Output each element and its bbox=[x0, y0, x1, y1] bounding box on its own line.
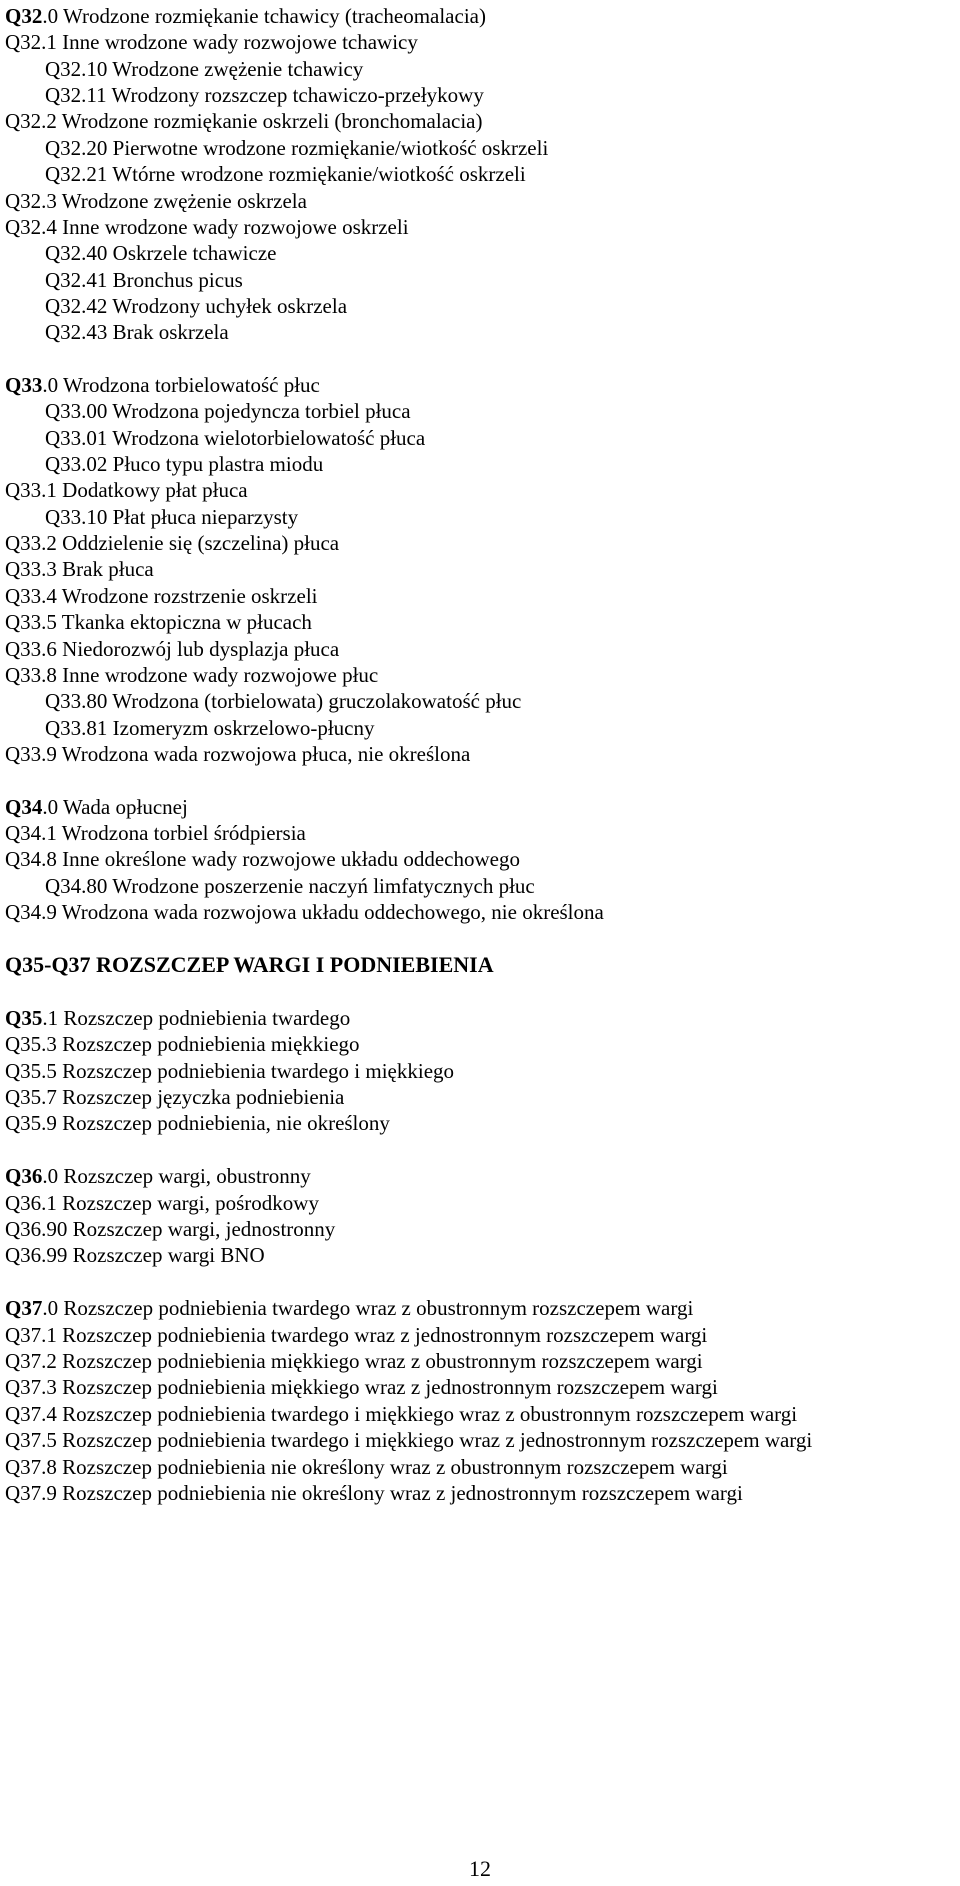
code-entry-text: Q35.7 Rozszczep języczka podniebienia bbox=[5, 1085, 345, 1109]
code-entry bbox=[5, 1164, 311, 1188]
code-entry bbox=[5, 1032, 360, 1056]
code-entry-text: Q33.8 Inne wrodzone wady rozwojowe płuc bbox=[5, 663, 379, 687]
code-entry bbox=[5, 1323, 707, 1347]
code-entry bbox=[5, 1428, 812, 1452]
code-entry bbox=[5, 1059, 454, 1083]
code-entry-text: Q32.42 Wrodzony uchyłek oskrzela bbox=[45, 294, 348, 318]
code-entry-text: Q33.9 Wrodzona wada rozwojowa płuca, nie określona bbox=[5, 742, 471, 766]
code-entry-text: Q33.3 Brak płuca bbox=[5, 557, 154, 581]
code-category-bold: Q33 bbox=[5, 373, 43, 397]
code-entry bbox=[45, 136, 548, 160]
code-entry bbox=[45, 505, 298, 529]
code-entry bbox=[5, 373, 320, 397]
code-entry-text: Q33.80 Wrodzona (torbielowata) gruczolakowatość płuc bbox=[45, 689, 522, 713]
code-entry-text: Q37.9 Rozszczep podniebienia nie określony wraz z jednostronnym rozszczepem wargi bbox=[5, 1481, 743, 1505]
code-entry-text: Q32.20 Pierwotne wrodzone rozmiękanie/wiotkość oskrzeli bbox=[45, 136, 549, 160]
code-entry bbox=[5, 1191, 319, 1215]
code-entry bbox=[5, 557, 154, 581]
code-entry-text: Q33.00 Wrodzona pojedyncza torbiel płuca bbox=[45, 399, 411, 423]
code-entry-text: Q37.8 Rozszczep podniebienia nie określony wraz z obustronnym rozszczepem wargi bbox=[5, 1455, 728, 1479]
code-entry-text: Q32.11 Wrodzony rozszczep tchawiczo-przełykowy bbox=[45, 83, 484, 107]
code-entry-text: .0 Wada opłucnej bbox=[42, 795, 188, 819]
code-entry-text: Q32.2 Wrodzone rozmiękanie oskrzeli (bronchomalacia) bbox=[5, 109, 483, 133]
page-number: 12 bbox=[469, 1856, 491, 1881]
code-entry bbox=[5, 30, 418, 54]
code-entry bbox=[45, 399, 411, 423]
code-entry bbox=[5, 610, 312, 634]
code-entry bbox=[45, 162, 526, 186]
code-entry-text: Q32.40 Oskrzele tchawicze bbox=[45, 241, 277, 265]
code-entry-text: .0 Wrodzona torbielowatość płuc bbox=[42, 373, 320, 397]
code-entry-text: Q33.02 Płuco typu plastra miodu bbox=[45, 452, 324, 476]
code-entry bbox=[5, 900, 604, 924]
code-entry bbox=[5, 1402, 797, 1426]
code-entry-text: .0 Wrodzone rozmiękanie tchawicy (tracheomalacia) bbox=[42, 4, 486, 28]
code-category-bold: Q37 bbox=[5, 1296, 43, 1320]
code-entry-text: Q35.3 Rozszczep podniebienia miękkiego bbox=[5, 1032, 360, 1056]
code-entry bbox=[45, 268, 243, 292]
code-entry-text: .1 Rozszczep podniebienia twardego bbox=[42, 1006, 351, 1030]
code-entry-text: Q34.9 Wrodzona wada rozwojowa układu oddechowego, nie określona bbox=[5, 900, 604, 924]
code-category-bold: Q36 bbox=[5, 1164, 43, 1188]
code-entry-text: Q37.2 Rozszczep podniebienia miękkiego wraz z obustronnym rozszczepem wargi bbox=[5, 1349, 703, 1373]
code-entry bbox=[5, 1085, 344, 1109]
code-entry-text: .0 Rozszczep podniebienia twardego wraz z obustronnym rozszczepem wargi bbox=[42, 1296, 694, 1320]
code-entry bbox=[5, 189, 307, 213]
code-entry bbox=[5, 663, 378, 687]
code-entry-text: Q32.4 Inne wrodzone wady rozwojowe oskrzeli bbox=[5, 215, 409, 239]
code-entry bbox=[5, 1006, 350, 1030]
code-entry-text: Q32.43 Brak oskrzela bbox=[45, 320, 229, 344]
code-entry bbox=[5, 1375, 718, 1399]
code-entry bbox=[45, 874, 535, 898]
code-entry-text: Q37.4 Rozszczep podniebienia twardego i miękkiego wraz z obustronnym rozszczepem wargi bbox=[5, 1402, 798, 1426]
code-entry bbox=[45, 241, 276, 265]
code-entry bbox=[45, 426, 425, 450]
code-entry bbox=[45, 689, 521, 713]
code-entry bbox=[5, 4, 486, 28]
code-entry-text: Q34.80 Wrodzone poszerzenie naczyń limfatycznych płuc bbox=[45, 874, 535, 898]
code-entry-text: Q33.2 Oddzielenie się (szczelina) płuca bbox=[5, 531, 340, 555]
code-entry bbox=[45, 57, 363, 81]
code-entry-text: Q32.1 Inne wrodzone wady rozwojowe tchawicy bbox=[5, 30, 418, 54]
code-entry-text: Q37.3 Rozszczep podniebienia miękkiego wraz z jednostronnym rozszczepem wargi bbox=[5, 1375, 718, 1399]
code-entry bbox=[5, 478, 248, 502]
code-entry-text: Q32.10 Wrodzone zwężenie tchawicy bbox=[45, 57, 364, 81]
code-entry bbox=[45, 294, 347, 318]
code-category-bold: Q34 bbox=[5, 795, 43, 819]
code-entry bbox=[5, 531, 339, 555]
code-entry-text: Q34.1 Wrodzona torbiel śródpiersia bbox=[5, 821, 306, 845]
code-entry-text: Q37.5 Rozszczep podniebienia twardego i miękkiego wraz z jednostronnym rozszczepem wargi bbox=[5, 1428, 813, 1452]
code-entry-text: Q34.8 Inne określone wady rozwojowe układu oddechowego bbox=[5, 847, 520, 871]
code-entry bbox=[5, 847, 520, 871]
code-entry-text: Q32.21 Wtórne wrodzone rozmiękanie/wiotkość oskrzeli bbox=[45, 162, 526, 186]
code-entry-text: Q36.99 Rozszczep wargi BNO bbox=[5, 1243, 265, 1267]
code-entry bbox=[5, 1296, 693, 1320]
code-entry-text: Q33.81 Izomeryzm oskrzelowo-płucny bbox=[45, 716, 375, 740]
code-entry bbox=[45, 452, 323, 476]
code-entry bbox=[5, 1217, 335, 1241]
code-entry bbox=[45, 83, 484, 107]
code-entry-text: Q32.3 Wrodzone zwężenie oskrzela bbox=[5, 189, 307, 213]
code-entry-text: .0 Rozszczep wargi, obustronny bbox=[42, 1164, 311, 1188]
code-entry bbox=[5, 215, 409, 239]
code-entry bbox=[5, 1481, 743, 1505]
code-entry bbox=[5, 1349, 703, 1373]
code-entry-text: Q37.1 Rozszczep podniebienia twardego wraz z jednostronnym rozszczepem wargi bbox=[5, 1323, 708, 1347]
code-category-bold: Q32 bbox=[5, 4, 43, 28]
code-entry-text: Q33.10 Płat płuca nieparzysty bbox=[45, 505, 299, 529]
code-entry-text: Q33.4 Wrodzone rozstrzenie oskrzeli bbox=[5, 584, 318, 608]
code-entry-text: Q33.1 Dodatkowy płat płuca bbox=[5, 478, 248, 502]
code-entry bbox=[45, 716, 375, 740]
code-entry-text: Q35.5 Rozszczep podniebienia twardego i miękkiego bbox=[5, 1059, 455, 1083]
code-entry-text: Q36.1 Rozszczep wargi, pośrodkowy bbox=[5, 1191, 319, 1215]
code-entry-text: Q32.41 Bronchus picus bbox=[45, 268, 243, 292]
code-entry-text: Q35.9 Rozszczep podniebienia, nie określony bbox=[5, 1111, 390, 1135]
code-entry-text: Q33.01 Wrodzona wielotorbielowatość płuca bbox=[45, 426, 426, 450]
code-entry bbox=[45, 320, 229, 344]
section-heading: Q35-Q37 ROZSZCZEP WARGI I PODNIEBIENIA bbox=[5, 952, 494, 977]
code-entry bbox=[5, 584, 318, 608]
code-entry-text: Q33.6 Niedorozwój lub dysplazja płuca bbox=[5, 637, 340, 661]
code-entry bbox=[5, 1243, 265, 1267]
code-entry-text: Q33.5 Tkanka ektopiczna w płucach bbox=[5, 610, 312, 634]
code-entry bbox=[5, 821, 306, 845]
code-entry bbox=[5, 1455, 728, 1479]
code-entry bbox=[5, 1111, 390, 1135]
code-entry-text: Q36.90 Rozszczep wargi, jednostronny bbox=[5, 1217, 336, 1241]
code-entry bbox=[5, 795, 188, 819]
code-entry bbox=[5, 109, 483, 133]
code-entry bbox=[5, 637, 339, 661]
code-entry bbox=[5, 742, 470, 766]
code-category-bold: Q35 bbox=[5, 1006, 43, 1030]
